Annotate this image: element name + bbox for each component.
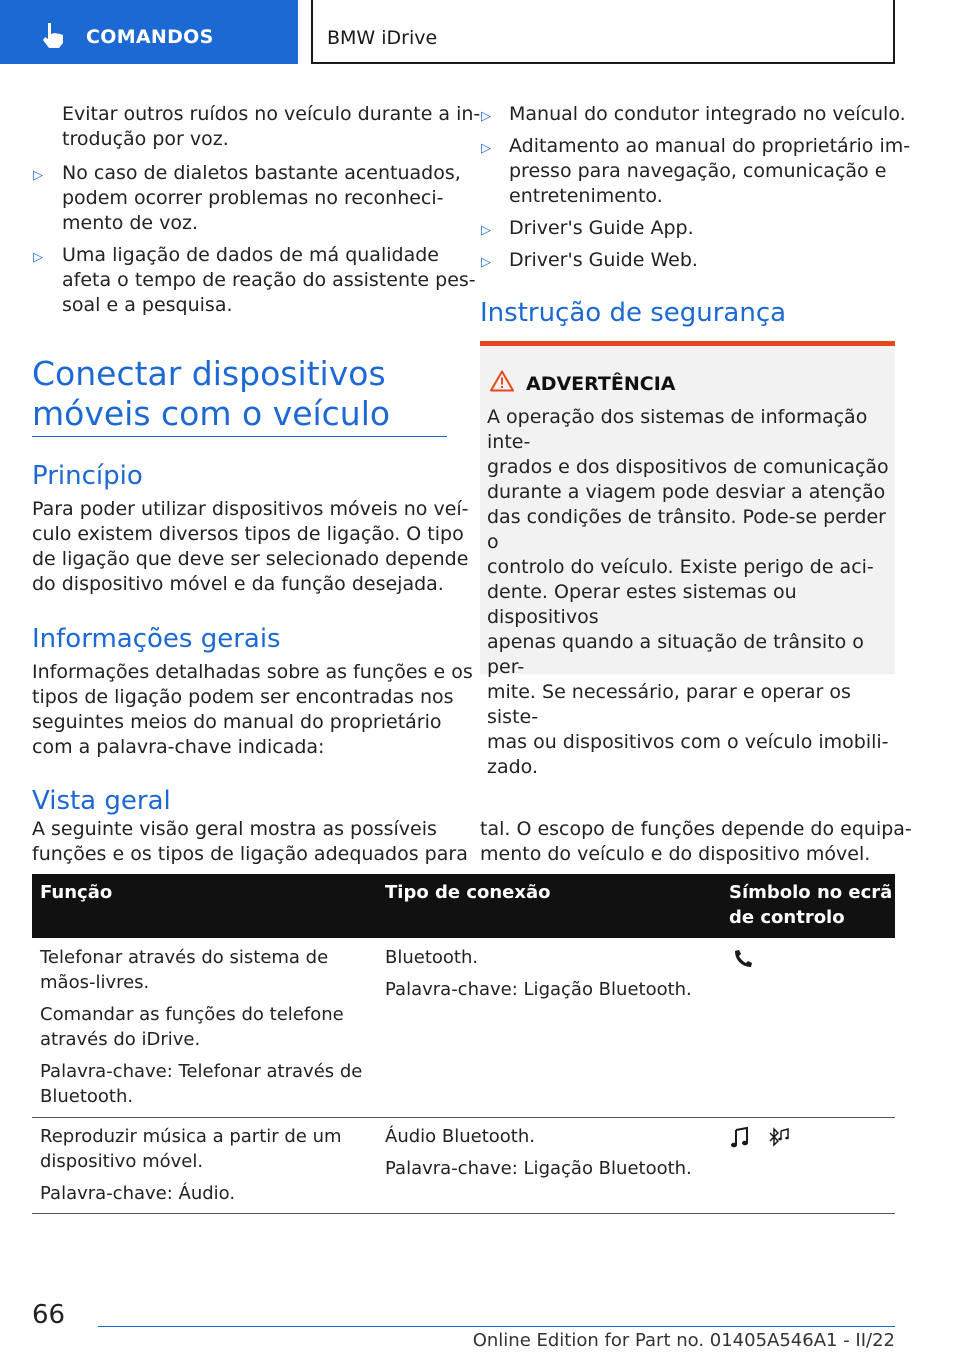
table-cell-function: Reproduzir música a partir de um dispositivo móvel. Palavra-chave: Áudio. (40, 1126, 342, 1204)
list-item: Manual do condutor integrado no veículo. (509, 103, 906, 125)
table-row-divider (32, 1117, 895, 1118)
list-item: Aditamento ao manual do proprietário im- presso para navegação, comunicação e entretenimento. (509, 135, 911, 207)
paragraph-overview-left: A seguinte visão geral mostra as possíveis funções e os tipos de ligação adequados para (32, 818, 468, 865)
chapter-title: Conectar dispositivos móveis com o veículo (32, 354, 391, 433)
section-title-info: Informações gerais (32, 624, 281, 654)
column-header-symbol: Símbolo no ecrã de controlo (729, 882, 893, 928)
phone-icon (732, 948, 754, 970)
table-header (32, 874, 895, 938)
triangle-bullet-icon: ▷ (481, 223, 491, 238)
topic-tab (311, 0, 895, 64)
triangle-bullet-icon: ▷ (481, 255, 491, 270)
list-item: Driver's Guide App. (509, 217, 694, 239)
paragraph-info: Informações detalhadas sobre as funções e os tipos de ligação podem ser encontradas nos seguintes meios do manual do proprietário com a palavra-chave indicada: (32, 661, 473, 758)
section-title-safety: Instrução de segurança (480, 298, 787, 328)
warning-title: ADVERTÊNCIA (526, 373, 676, 395)
warning-text: A operação dos sistemas de informação inte- grados e dos dispositivos de comunicação durante a viagem pode desviar a atenção das condições de trânsito. Pode-se perder o controlo do veículo. Existe perigo de aci- dente. Operar estes sistemas ou dispositivos apenas quando a situação de trânsito o per- mite. Se necessário, parar e operar os siste- mas ou dispositivos com o veículo imobili- zado. (487, 406, 889, 778)
table-cell-function: Telefonar através do sistema de mãos-livres. Comandar as funções do telefone através do iDrive. Palavra-chave: Telefonar através de Bluetooth. (40, 947, 363, 1107)
column-header-function: Função (40, 882, 113, 903)
music-note-icon (730, 1126, 750, 1150)
section-title-principio: Princípio (32, 461, 143, 491)
bluetooth-audio-icon (766, 1125, 790, 1151)
paragraph-principio: Para poder utilizar dispositivos móveis no veí- culo existem diversos tipos de ligação. O tipo de ligação que deve ser selecionado depende do dispositivo móvel e da função desejada. (32, 498, 469, 595)
footer-rule (98, 1326, 895, 1327)
list-item: Evitar outros ruídos no veículo durante a in- trodução por voz. (62, 103, 481, 150)
warning-triangle-icon (490, 370, 514, 392)
warning-box (480, 341, 895, 778)
topic-label: BMW iDrive (327, 27, 438, 49)
triangle-bullet-icon: ▷ (33, 168, 43, 183)
list-item: No caso de dialetos bastante acentuados, podem ocorrer problemas no reconheci- mento de voz. (62, 162, 461, 234)
title-rule (32, 436, 447, 437)
column-header-connection: Tipo de conexão (385, 882, 551, 903)
triangle-bullet-icon: ▷ (481, 109, 491, 124)
table-cell-connection: Áudio Bluetooth. Palavra-chave: Ligação Bluetooth. (385, 1126, 692, 1179)
section-label: COMANDOS (86, 26, 214, 48)
section-tab (0, 0, 298, 64)
triangle-bullet-icon: ▷ (481, 141, 491, 156)
section-title-overview: Vista geral (32, 786, 171, 816)
list-item: Driver's Guide Web. (509, 249, 698, 271)
hand-pointer-icon (38, 20, 68, 50)
triangle-bullet-icon: ▷ (33, 250, 43, 265)
footer-edition: Online Edition for Part no. 01405A546A1 - II/22 (472, 1330, 895, 1351)
table-cell-connection: Bluetooth. Palavra-chave: Ligação Bluetooth. (385, 947, 692, 1000)
page-number: 66 (32, 1300, 66, 1330)
paragraph-overview-right: tal. O escopo de funções depende do equipa- mento do veículo e do dispositivo móvel. (480, 818, 912, 865)
table-bottom-rule (32, 1213, 895, 1214)
list-item: Uma ligação de dados de má qualidade afeta o tempo de reação do assistente pes- soal e a pesquisa. (62, 244, 476, 316)
